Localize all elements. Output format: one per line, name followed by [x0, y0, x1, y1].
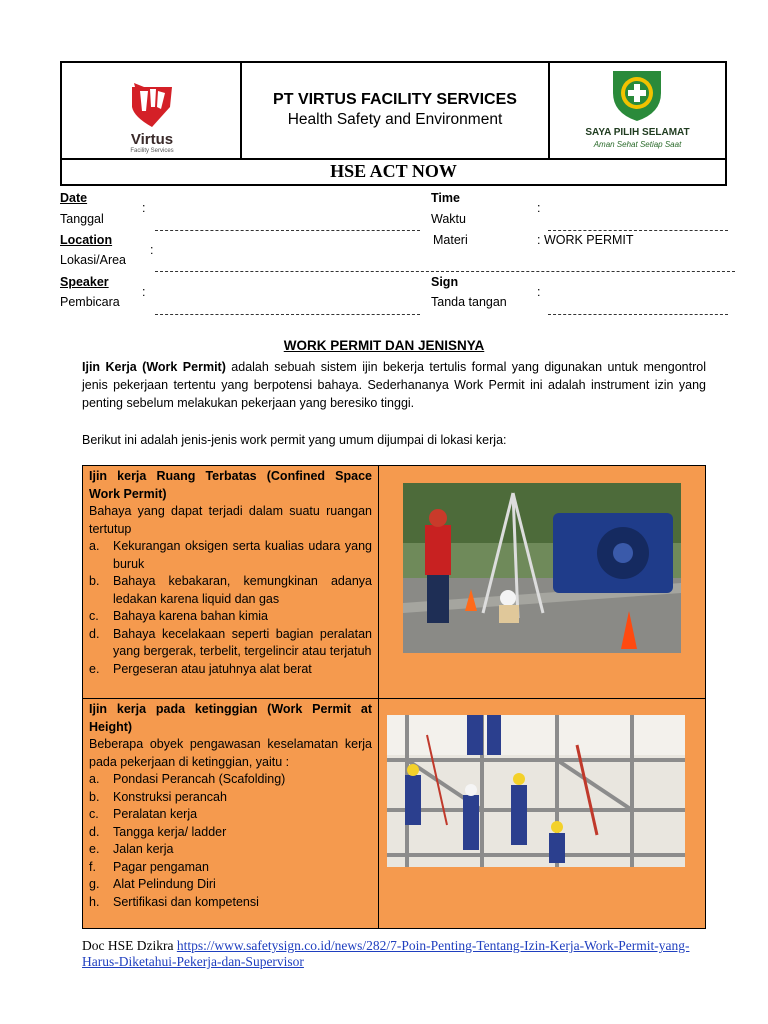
permit-description: Bahaya yang dapat terjadi dalam suatu ruangan tertutup: [89, 504, 372, 536]
intro-bold: Ijin Kerja (Work Permit): [82, 360, 226, 374]
list-item: e. Jalan kerja: [89, 842, 174, 856]
sign-label: Sign: [431, 275, 459, 289]
logo-cell: [62, 63, 242, 158]
permit-text-cell: [83, 699, 379, 928]
list-item: b. Konstruksi perancah: [89, 789, 227, 804]
materi-label: Materi: [433, 233, 468, 247]
sign-colon: :: [537, 285, 541, 299]
speaker-sublabel: Pembicara: [60, 295, 120, 309]
lead-paragraph: Berikut ini adalah jenis-jenis work permit yang umum dijumpai di lokasi kerja:: [82, 433, 507, 447]
list-item: f. Pagar pengaman: [89, 859, 209, 874]
date-sublabel: Tanggal: [60, 212, 104, 226]
location-sublabel: Lokasi/Area: [60, 253, 127, 267]
permit-table: [82, 465, 706, 929]
list-item: d. Tangga kerja/ ladder: [89, 824, 227, 839]
list-item: a. Kekurangan oksigen serta kualias udara yang buruk: [89, 539, 372, 571]
act-row: [62, 158, 725, 184]
permit-title: Ijin kerja Ruang Terbatas (Confined Space Work Permit): [89, 469, 372, 501]
permit-text-cell: [83, 466, 379, 698]
location-colon: :: [150, 243, 154, 257]
act-title: HSE ACT NOW: [330, 161, 457, 181]
badge-title: SAYA PILIH SELAMAT: [585, 127, 690, 138]
confined-space-photo: [403, 483, 681, 653]
date-colon: :: [142, 201, 146, 215]
date-label: Date: [60, 191, 88, 205]
time-field[interactable]: [548, 230, 728, 231]
location-label: Location: [60, 233, 113, 247]
hazard-list: [89, 538, 372, 678]
department-name: Health Safety and Environment: [287, 111, 503, 128]
list-item: g. Alat Pelindung Diri: [89, 877, 216, 891]
logo-text: Virtus: [130, 131, 174, 148]
list-item: d. Bahaya kecelakaan seperti bagian peralatan yang bergerak, terbelit, tergelincir atau terjatuh: [89, 626, 372, 658]
safety-shield-icon: [605, 67, 669, 123]
list-item: e. Pergeseran atau jatuhnya alat berat: [89, 661, 312, 676]
inspection-list: [89, 771, 372, 911]
list-item: h. Sertifikasi dan kompetensi: [89, 894, 259, 909]
source-link[interactable]: https://www.safetysign.co.id/news/282/7-Poin-Penting-Tentang-Izin-Kerja-Work-Permit-yang-Harus-Diketahui-Pekerja-dan-Supervisor: [82, 938, 690, 969]
badge-subtitle: Aman Sehat Setiap Saat: [593, 140, 682, 149]
list-item: c. Bahaya karena bahan kimia: [89, 609, 268, 623]
section-title: WORK PERMIT DAN JENISNYA: [283, 338, 485, 353]
speaker-field[interactable]: [155, 314, 420, 315]
list-item: c. Peralatan kerja: [89, 807, 198, 821]
sign-field[interactable]: [548, 314, 728, 315]
scaffolding-photo: [387, 715, 685, 867]
logo-subtext: Facility Services: [130, 148, 174, 154]
footer-source: [82, 938, 722, 970]
sign-sublabel: Tanda tangan: [431, 295, 507, 309]
company-name: PT VIRTUS FACILITY SERVICES: [273, 91, 517, 108]
intro-paragraph: [82, 358, 706, 412]
footer-prefix: Doc HSE Dzikra: [82, 938, 177, 953]
list-item: a. Pondasi Perancah (Scafolding): [89, 772, 286, 786]
badge-cell: [550, 63, 725, 158]
permit-image-cell: [379, 466, 705, 698]
time-label: Time: [431, 191, 460, 205]
virtus-logo-icon: [124, 77, 180, 133]
permit-row-confined: [83, 466, 705, 699]
time-colon: :: [537, 201, 541, 215]
permit-row-height: [83, 699, 705, 928]
location-field[interactable]: [155, 271, 735, 272]
intro-rest: adalah sebuah sistem ijin bekerja tertulis formal yang digunakan untuk mengontrol jenis pekerjaan tertentu yang berpotensi bahaya. Sederhananya Work Permit ini adalah instrument izin yang penting sebelum melakukan pekerjaan yang beresiko tinggi.: [82, 360, 706, 410]
permit-description: Beberapa obyek pengawasan keselamatan kerja pada pekerjaan di ketinggian, yaitu :: [89, 737, 372, 769]
time-sublabel: Waktu: [431, 212, 466, 226]
header-box: [60, 61, 727, 186]
permit-image-cell: [379, 699, 705, 928]
title-cell: [242, 63, 550, 158]
materi-value: : WORK PERMIT: [537, 233, 634, 247]
date-field[interactable]: [155, 230, 420, 231]
list-item: b. Bahaya kebakaran, kemungkinan adanya ledakan karena liquid dan gas: [89, 574, 372, 606]
speaker-colon: :: [142, 285, 146, 299]
speaker-label: Speaker: [60, 275, 109, 289]
permit-title: Ijin kerja pada ketinggian (Work Permit at Height): [89, 702, 372, 734]
